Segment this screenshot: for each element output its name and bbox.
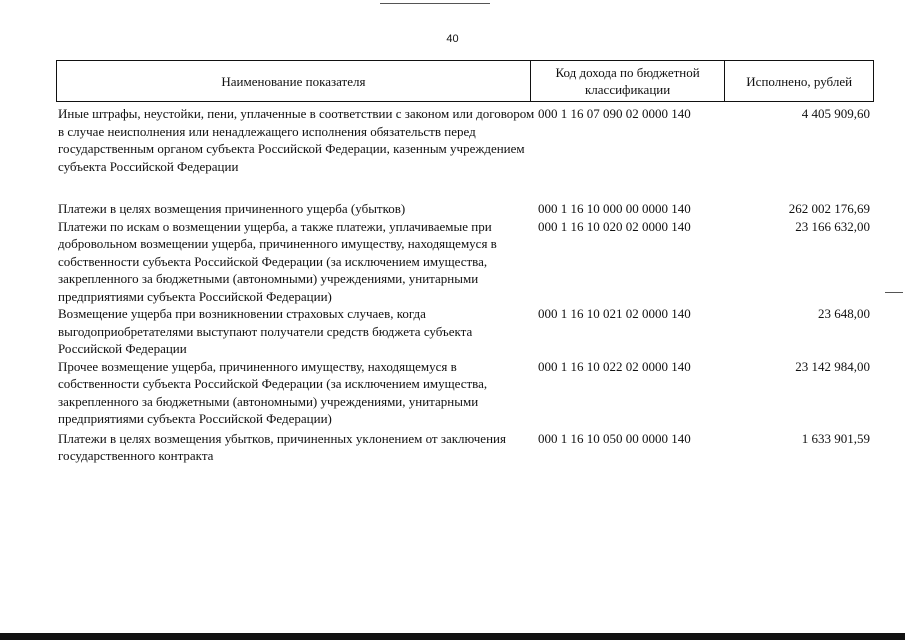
row-amount: 4 405 909,60 xyxy=(801,106,870,121)
row-amount: 1 633 901,59 xyxy=(801,430,870,446)
table-row xyxy=(56,305,874,358)
row-code: 000 1 16 10 050 00 0000 140 xyxy=(538,430,691,446)
header-name: Наименование показателя xyxy=(221,73,366,89)
table-row xyxy=(56,218,874,306)
row-name: Возмещение ущерба при возникновении страховых случаев, когда выгодоприобретателями выступают получатели средств бюджета субъекта Российской Федерации xyxy=(58,306,473,356)
page-bottom-edge xyxy=(0,633,905,640)
row-amount: 23 166 632,00 xyxy=(795,218,870,234)
row-code: 000 1 16 10 022 02 0000 140 xyxy=(538,358,691,374)
row-code: 000 1 16 10 021 02 0000 140 xyxy=(538,306,691,321)
revenue-table xyxy=(56,60,874,465)
row-code: 000 1 16 10 000 00 0000 140 xyxy=(538,201,691,216)
row-amount: 23 648,00 xyxy=(818,306,870,321)
row-name: Иные штрафы, неустойки, пени, уплаченные в соответствии с законом или договором в случае неисполнения или ненадлежащего исполнения обязательств перед государственным органом субъекта Российской Федерации, казенным учреждением субъекта Российской Федерации xyxy=(58,106,535,174)
row-code: 000 1 16 10 020 02 0000 140 xyxy=(538,218,691,234)
scan-artifact xyxy=(380,3,490,4)
row-amount: 23 142 984,00 xyxy=(795,358,870,374)
table-header xyxy=(56,60,874,102)
header-amount: Исполнено, рублей xyxy=(724,61,873,101)
row-name: Платежи в целях возмещения причиненного ущерба (убытков) xyxy=(58,201,406,216)
row-code: 000 1 16 07 090 02 0000 140 xyxy=(538,106,691,121)
table-row xyxy=(56,200,874,218)
header-code: Код дохода по бюджетной классификации xyxy=(530,61,725,101)
row-name: Прочее возмещение ущерба, причиненного имуществу, находящемуся в собственности субъекта Российской Федерации (за исключением имущества, закрепленного за бюджетными (автономными) учреждениями, унитарными предприятиями субъекта Российской Федерации) xyxy=(58,358,488,426)
page-number: 40 xyxy=(446,33,459,45)
row-name: Платежи в целях возмещения убытков, причиненных уклонением от заключения государственного контракта xyxy=(58,430,506,463)
table-row xyxy=(56,430,874,465)
row-name: Платежи по искам о возмещении ущерба, а также платежи, уплачиваемые при добровольном возмещении ущерба, причиненного имуществу, находящемуся в собственности субъекта Российской Федерации (за исключением имущества, закрепленного за бюджетными (автономными) учреждениями, унитарными предприятиями субъекта Российской Федерации) xyxy=(58,218,497,304)
table-row xyxy=(56,105,874,175)
table-row xyxy=(56,358,874,428)
scan-artifact xyxy=(885,292,903,293)
row-amount: 262 002 176,69 xyxy=(788,201,870,216)
